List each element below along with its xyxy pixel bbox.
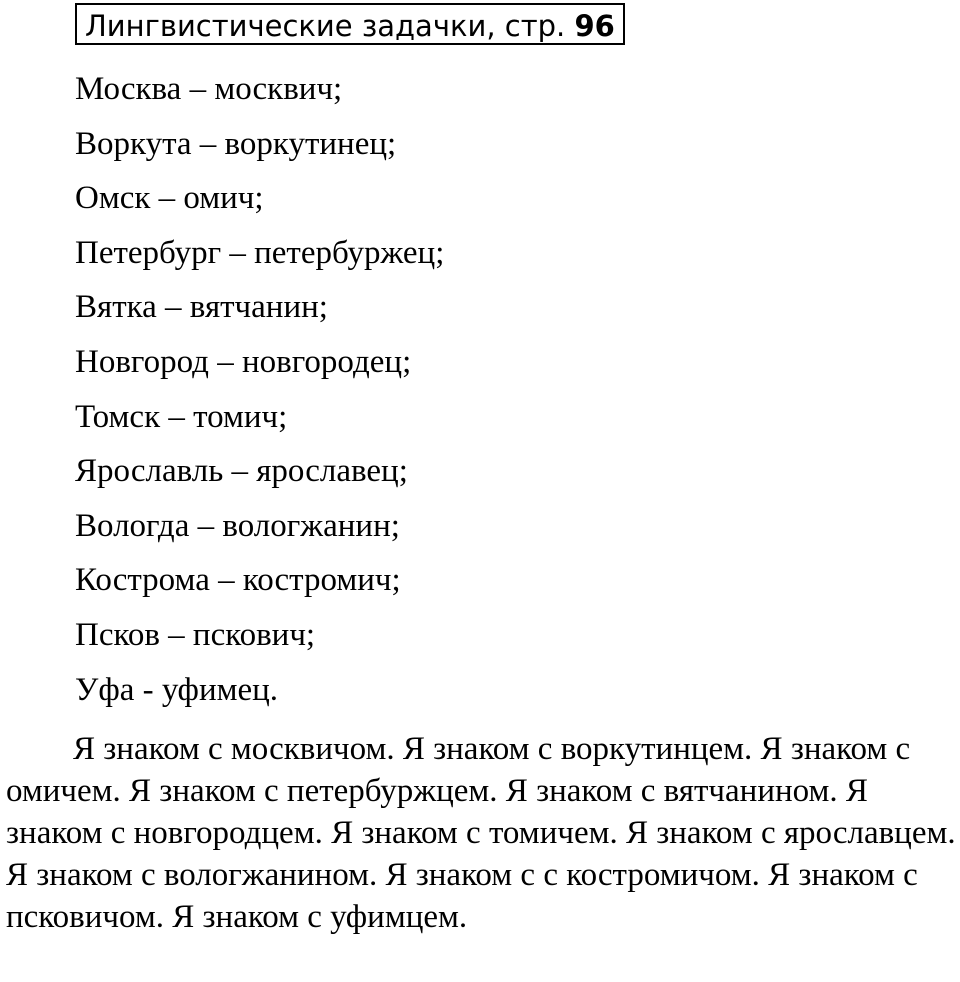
page-header [75, 3, 625, 45]
list-item: Вологда – вологжанин; [75, 507, 400, 544]
list-item: Вятка – вятчанин; [75, 289, 328, 326]
list-item: Псков – пскович; [75, 616, 316, 653]
list-item: Москва – москвич; [75, 71, 343, 107]
header-page-number: 96 [574, 9, 615, 43]
list-item: Уфа - уфимец. [75, 671, 279, 708]
list-item: Омск – омич; [75, 180, 264, 217]
list-item: Воркута – воркутинец; [75, 125, 397, 162]
example-sentences-paragraph: Я знаком с москвичом. Я знаком с воркутинцем. Я знаком с омичем. Я знаком с петербуржцем. Я знаком с вятчанином. Я знаком с новгородцем. Я знаком с томичем. Я знаком с ярославцем. Я знаком с вологжанином. Я знаком с с костромичом. Я знаком с псковичом. Я знаком с уфимцем. [6, 731, 956, 935]
list-item: Новгород – новгородец; [75, 343, 412, 380]
list-item: Ярославль – ярославец; [75, 453, 408, 490]
list-item: Кострома – костромич; [75, 562, 401, 599]
header-title: Лингвистические задачки, стр. [85, 9, 575, 43]
list-item: Петербург – петербуржец; [75, 234, 445, 271]
list-item: Томск – томич; [75, 398, 288, 435]
city-demonym-list [75, 62, 444, 717]
